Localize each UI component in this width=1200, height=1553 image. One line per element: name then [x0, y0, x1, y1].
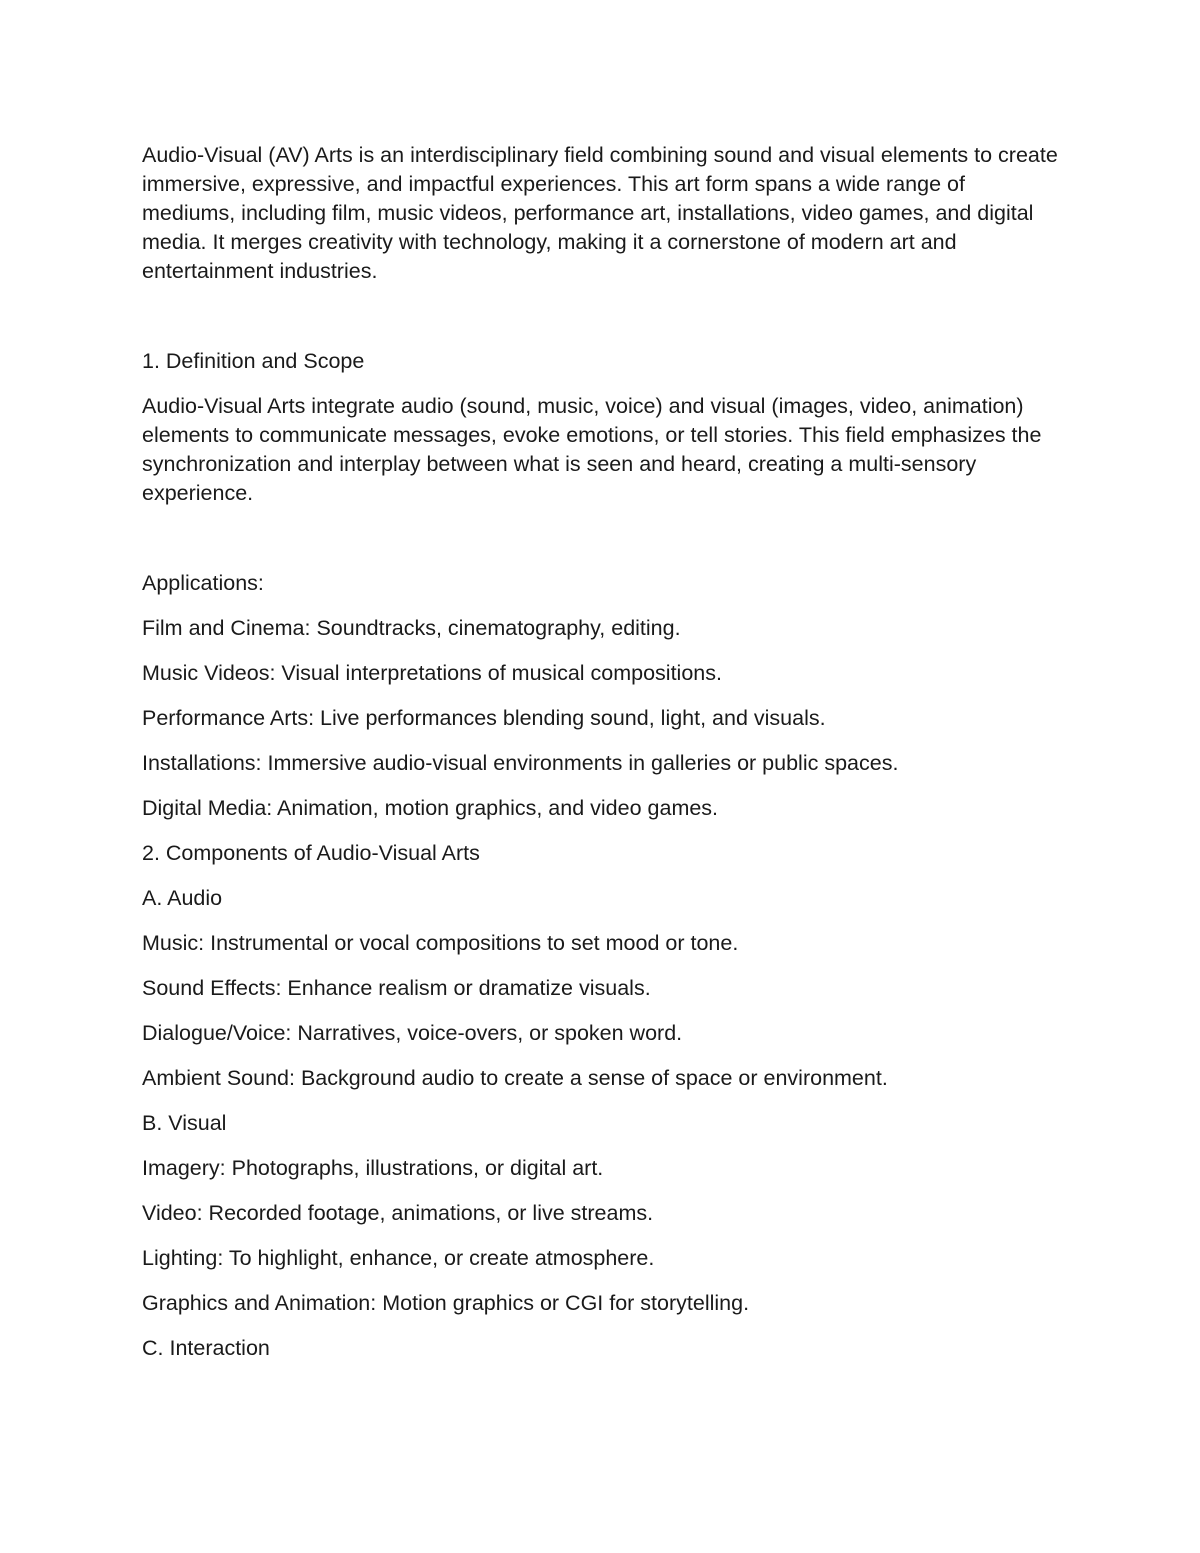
audio-item: Sound Effects: Enhance realism or dramatize visuals. — [142, 976, 651, 1000]
subheading-audio: A. Audio — [142, 886, 223, 910]
application-item: Performance Arts: Live performances blending sound, light, and visuals. — [142, 706, 826, 730]
section-heading-components: 2. Components of Audio-Visual Arts — [142, 841, 480, 865]
audio-item: Dialogue/Voice: Narratives, voice-overs, or spoken word. — [142, 1021, 683, 1045]
subheading-interaction: C. Interaction — [142, 1336, 270, 1360]
visual-item: Graphics and Animation: Motion graphics or CGI for storytelling. — [142, 1291, 750, 1315]
subheading-visual: B. Visual — [142, 1111, 227, 1135]
application-item: Music Videos: Visual interpretations of musical compositions. — [142, 661, 722, 685]
visual-item: Lighting: To highlight, enhance, or create atmosphere. — [142, 1246, 655, 1270]
definition-paragraph: Audio-Visual Arts integrate audio (sound, music, voice) and visual (images, video, animation) elements to communicate messages, evoke emotions, or tell stories. This field emphasizes the synchronization and interplay between what is seen and heard, creating a multi-sensory experience. — [142, 394, 1042, 505]
application-item: Film and Cinema: Soundtracks, cinematography, editing. — [142, 616, 681, 640]
section-heading-definition: 1. Definition and Scope — [142, 349, 365, 373]
audio-item: Ambient Sound: Background audio to create a sense of space or environment. — [142, 1066, 888, 1090]
visual-item: Video: Recorded footage, animations, or live streams. — [142, 1201, 654, 1225]
application-item: Digital Media: Animation, motion graphics, and video games. — [142, 796, 719, 820]
intro-paragraph: Audio-Visual (AV) Arts is an interdisciplinary field combining sound and visual elements to create immersive, expressive, and impactful experiences. This art form spans a wide range of mediums, including film, music videos, performance art, installations, video games, and digital media. It merges creativity with technology, making it a cornerstone of modern art and entertainment industries. — [142, 143, 1058, 283]
visual-item: Imagery: Photographs, illustrations, or digital art. — [142, 1156, 604, 1180]
application-item: Installations: Immersive audio-visual environments in galleries or public spaces. — [142, 751, 899, 775]
audio-item: Music: Instrumental or vocal compositions to set mood or tone. — [142, 931, 739, 955]
applications-heading: Applications: — [142, 571, 264, 595]
document-body — [142, 141, 1062, 1379]
